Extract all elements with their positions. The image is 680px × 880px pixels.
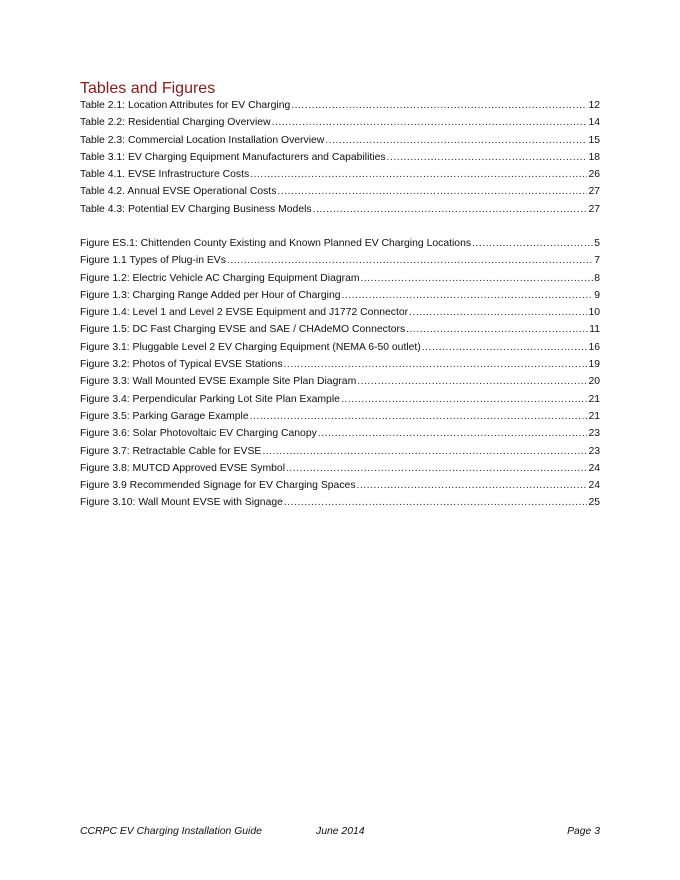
toc-entry-title: Figure 3.5: Parking Garage Example — [80, 410, 249, 422]
toc-entry-page: 8 — [594, 272, 600, 284]
toc-entry-title: Table 4.1. EVSE Infrastructure Costs — [80, 169, 250, 181]
toc-entry-page: 11 — [589, 324, 600, 336]
toc-leader-dots — [277, 183, 587, 200]
toc-leader-dots — [357, 373, 587, 390]
toc-entry-title: Figure 3.10: Wall Mount EVSE with Signage — [80, 497, 283, 509]
toc-entry-page: 5 — [594, 238, 600, 249]
toc-entry-table[interactable] — [80, 201, 600, 218]
toc-entry-page: 14 — [588, 117, 600, 129]
toc-leader-dots — [361, 270, 594, 287]
toc-leader-dots — [341, 391, 588, 408]
toc-entry-page: 24 — [588, 462, 600, 474]
toc-entry-page: 15 — [588, 134, 600, 146]
toc-entry-table[interactable] — [80, 97, 600, 114]
toc-leader-dots — [272, 114, 588, 131]
toc-entry-figure[interactable] — [80, 287, 600, 304]
toc-entry-page: 7 — [594, 255, 600, 267]
section-heading: Tables and Figures — [80, 80, 216, 97]
toc-entry-figure[interactable] — [80, 339, 600, 356]
toc-entry-page: 27 — [588, 186, 600, 198]
toc-entry-figure[interactable] — [80, 235, 600, 252]
toc-entry-figure[interactable] — [80, 356, 600, 373]
toc-entry-title: Figure 1.2: Electric Vehicle AC Charging Equipment Diagram — [80, 272, 360, 284]
toc-leader-dots — [227, 252, 593, 269]
toc-entry-title: Figure ES.1: Chittenden County Existing and Known Planned EV Charging Locations — [80, 238, 472, 249]
toc-leader-dots — [357, 477, 588, 494]
toc-entry-page: 19 — [588, 359, 600, 371]
toc-entry-title: Table 3.1: EV Charging Equipment Manufacturers and Capabilities — [80, 151, 386, 163]
toc-entry-title: Table 2.2: Residential Charging Overview — [80, 117, 271, 129]
toc-entry-figure[interactable] — [80, 408, 600, 425]
toc-leader-dots — [342, 287, 594, 304]
toc-leader-dots — [406, 321, 588, 338]
toc-entry-table[interactable] — [80, 114, 600, 131]
toc-entry-title: Figure 1.4: Level 1 and Level 2 EVSE Equipment and J1772 Connector — [80, 307, 409, 319]
footer-page-number: Page 3 — [567, 826, 600, 837]
toc-entry-page: 21 — [588, 393, 600, 405]
toc-entry-title: Table 2.1: Location Attributes for EV Charging — [80, 100, 291, 111]
toc-entry-page: 10 — [588, 307, 600, 319]
toc-entry-title: Figure 3.8: MUTCD Approved EVSE Symbol — [80, 462, 286, 474]
toc-entry-title: Figure 1.1 Types of Plug-in EVs — [80, 255, 226, 267]
toc-entry-figure[interactable] — [80, 270, 600, 287]
toc-leader-dots — [313, 201, 588, 218]
toc-leader-dots — [284, 356, 588, 373]
toc-entry-figure[interactable] — [80, 477, 600, 494]
toc-entry-page: 20 — [588, 376, 600, 388]
toc-entry-title: Figure 3.6: Solar Photovoltaic EV Charging Canopy — [80, 428, 317, 440]
toc-entry-page: 12 — [588, 100, 600, 111]
toc-entry-title: Figure 3.9 Recommended Signage for EV Charging Spaces — [80, 480, 356, 492]
toc-entry-figure[interactable] — [80, 425, 600, 442]
toc-entry-title: Table 2.3: Commercial Location Installation Overview — [80, 134, 325, 146]
toc-entry-page: 24 — [588, 480, 600, 492]
footer-document-title: CCRPC EV Charging Installation Guide — [80, 826, 262, 837]
toc-leader-dots — [387, 149, 588, 166]
toc-entry-figure[interactable] — [80, 304, 600, 321]
toc-entry-page: 27 — [588, 203, 600, 215]
toc-entry-figure[interactable] — [80, 494, 600, 511]
toc-entry-figure[interactable] — [80, 443, 600, 460]
toc-leader-dots — [286, 460, 587, 477]
toc-entry-page: 21 — [588, 410, 600, 422]
toc-entry-title: Figure 3.7: Retractable Cable for EVSE — [80, 445, 262, 457]
toc-leader-dots — [250, 166, 587, 183]
toc-entry-figure[interactable] — [80, 321, 600, 338]
toc-entry-figure[interactable] — [80, 460, 600, 477]
toc-leader-dots — [262, 443, 587, 460]
toc-entry-page: 23 — [588, 445, 600, 457]
tables-list — [80, 97, 600, 218]
toc-entry-title: Figure 3.4: Perpendicular Parking Lot Site Plan Example — [80, 393, 340, 405]
toc-entry-title: Table 4.2. Annual EVSE Operational Costs — [80, 186, 277, 198]
toc-entry-page: 25 — [588, 497, 600, 509]
toc-entry-figure[interactable] — [80, 373, 600, 390]
toc-entry-page: 18 — [588, 151, 600, 163]
figures-list — [80, 235, 600, 512]
toc-entry-page: 9 — [594, 289, 600, 301]
toc-leader-dots — [318, 425, 588, 442]
toc-entry-title: Figure 3.3: Wall Mounted EVSE Example Site Plan Diagram — [80, 376, 357, 388]
toc-leader-dots — [422, 339, 588, 356]
toc-entry-title: Figure 1.5: DC Fast Charging EVSE and SAE / CHAdeMO Connectors — [80, 324, 406, 336]
toc-entry-title: Figure 3.2: Photos of Typical EVSE Stations — [80, 359, 283, 371]
toc-leader-dots — [250, 408, 588, 425]
toc-leader-dots — [472, 235, 593, 252]
toc-entry-page: 26 — [588, 169, 600, 181]
toc-entry-table[interactable] — [80, 183, 600, 200]
toc-entry-figure[interactable] — [80, 391, 600, 408]
toc-entry-page: 23 — [588, 428, 600, 440]
toc-leader-dots — [325, 132, 587, 149]
footer-date: June 2014 — [316, 826, 365, 837]
toc-entry-title: Table 4.3: Potential EV Charging Business Models — [80, 203, 312, 215]
toc-leader-dots — [284, 494, 588, 511]
toc-entry-table[interactable] — [80, 149, 600, 166]
toc-leader-dots — [409, 304, 587, 321]
toc-entry-figure[interactable] — [80, 252, 600, 269]
toc-entry-table[interactable] — [80, 132, 600, 149]
toc-entry-table[interactable] — [80, 166, 600, 183]
toc-leader-dots — [291, 97, 587, 114]
toc-entry-page: 16 — [588, 341, 600, 353]
toc-entry-title: Figure 1.3: Charging Range Added per Hour of Charging — [80, 289, 341, 301]
toc-entry-title: Figure 3.1: Pluggable Level 2 EV Charging Equipment (NEMA 6-50 outlet) — [80, 341, 421, 353]
